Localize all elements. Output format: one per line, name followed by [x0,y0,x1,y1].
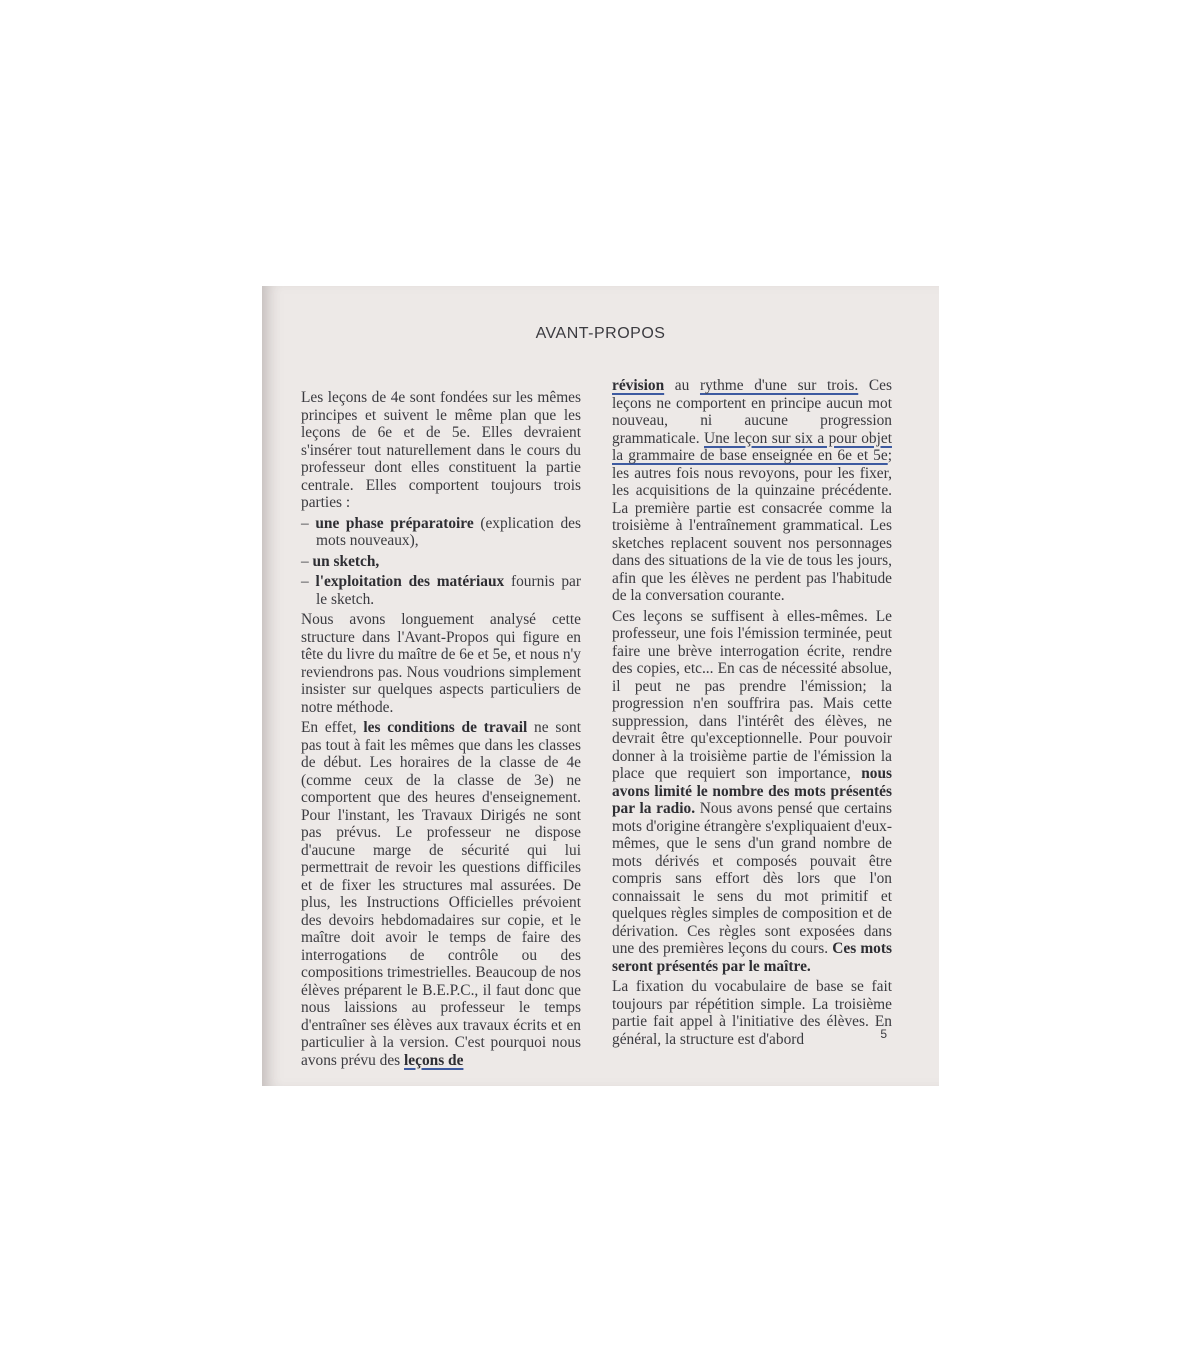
paragraph-text: Ces leçons se suffisent à elles-mêmes. Le professeur, une fois l'émission terminée, peut faire une brève interrogation écrite, rendre des copies, etc... En cas de nécessité absolue, il peut ne pas prendre l'émission; la progression n'en souffrira pas. Mais cette suppression, dans l'intérêt des élèves, ne devrait être qu'exceptionnelle. Pour pouvoir donner à la troisième partie de l'émission la place que requiert son importance, [612,607,892,782]
underlined-phrase: rythme d'une sur trois. [699,377,859,394]
underlined-phrase: Une leçon sur six a pour objet la grammaire de base enseignée en 6e et 5e [612,429,892,464]
page-number: 5 [880,1027,887,1041]
paragraph-revision [612,377,892,605]
list-item-bold: un sketch, [312,552,380,570]
underlined-bold-phrase: leçons de [404,1051,464,1069]
list-item: – un sketch, [301,552,380,570]
paragraph-vocabulary: La fixation du vocabulaire de base se fait toujours par répétition simple. La troisième partie fait appel à l'initiative des élèves. En général, la structure est d'abord [612,978,892,1048]
paragraph-intro: Les leçons de 4e sont fondées sur les mêmes principes et suivent le même plan que les leçons de 6e et de 5e. Elles devraient s'insérer tout naturellement dans le cours du professeur dont elles constituent la partie centrale. Elles comportent toujours trois parties : [301,389,581,511]
left-column [301,389,581,1072]
paragraph-conditions [301,719,581,1069]
list-item-bold: une phase préparatoire [315,514,474,532]
list-item: – l'exploitation des matériaux fournis par le sketch. [301,573,581,608]
list-item-bold: l'exploitation des matériaux [315,573,505,590]
bold-phrase: nous avons limité le nombre des mots présentés par la radio. [612,765,892,817]
bold-phrase: les conditions de travail [363,719,528,736]
underlined-bold-phrase: révision [612,377,665,394]
bold-phrase: Ces mots seront présentés par le maître. [612,940,892,975]
paragraph-text: ne sont pas tout à fait les mêmes que dans les classes de début. Les horaires de la classe de 4e (comme ceux de la classe de 3e) ne comportent que des heures d'enseignement. Pour l'instant, les Travaux Dirigés ne sont pas prévus. Le professeur ne dispose d'aucune marge de sécurité qui lui permettrait de revoir les questions difficiles et de fixer les structures mal assurées. De plus, les Instructions Officielles prévoient des devoirs hebdomadaires sur copie, et le maître doit avoir le temps de faire des interrogations de contrôle ou des compositions trimestrielles. Beaucoup de nos élèves préparent le B.E.P.C., il faut donc que nous laissions au professeur le temps d'entraîner ses élèves aux travaux écrits et en particulier à la version. C'est pourquoi nous avons prévu des [301,719,581,1069]
paragraph-text: Nous avons pensé que certains mots d'origine étrangère s'expliquaient d'eux-mêmes, que le sens d'un grand nombre de mots dérivés et composés pouvait être compris sans effort dès lors que l'on connaissait le sens du mot primitif et quelques règles simples de composition et de dérivation. Ces règles sont exposées dans une des premières leçons du cours. [612,800,892,957]
paragraph-text: Ces leçons ne comportent en principe aucun mot nouveau, ni aucune progression grammaticale. [612,377,892,447]
page-title: AVANT-PROPOS [535,325,666,342]
paragraph-text: En effet, [301,719,364,736]
list-item-text: (explication des mots nouveaux), [316,514,582,549]
paragraph-structure: Nous avons longuement analysé cette structure dans l'Avant-Propos qui figure en tête du livre du maître de 6e et 5e, et nous n'y reviendrons pas. Nous voudrions simplement insister sur quelques aspects particuliers de notre méthode. [301,611,581,716]
list-item-text: fournis par le sketch. [316,573,581,608]
paragraph-text: ; les autres fois nous revoyons, pour les fixer, les acquisitions de la quinzaine précédente. La première partie est consacrée comme la troisième à l'entraînement grammatical. Les sketches replacent souvent nos personnages dans des situations de la vie de tous les jours, afin que les élèves ne perdent pas l'habitude de la conversation courante. [612,447,892,604]
right-column [612,377,892,1051]
paragraph-lessons [612,608,892,976]
book-page [262,286,939,1086]
paragraph-text: au [664,377,700,394]
list-item: – une phase préparatoire (explication des mots nouveaux), [301,514,582,549]
